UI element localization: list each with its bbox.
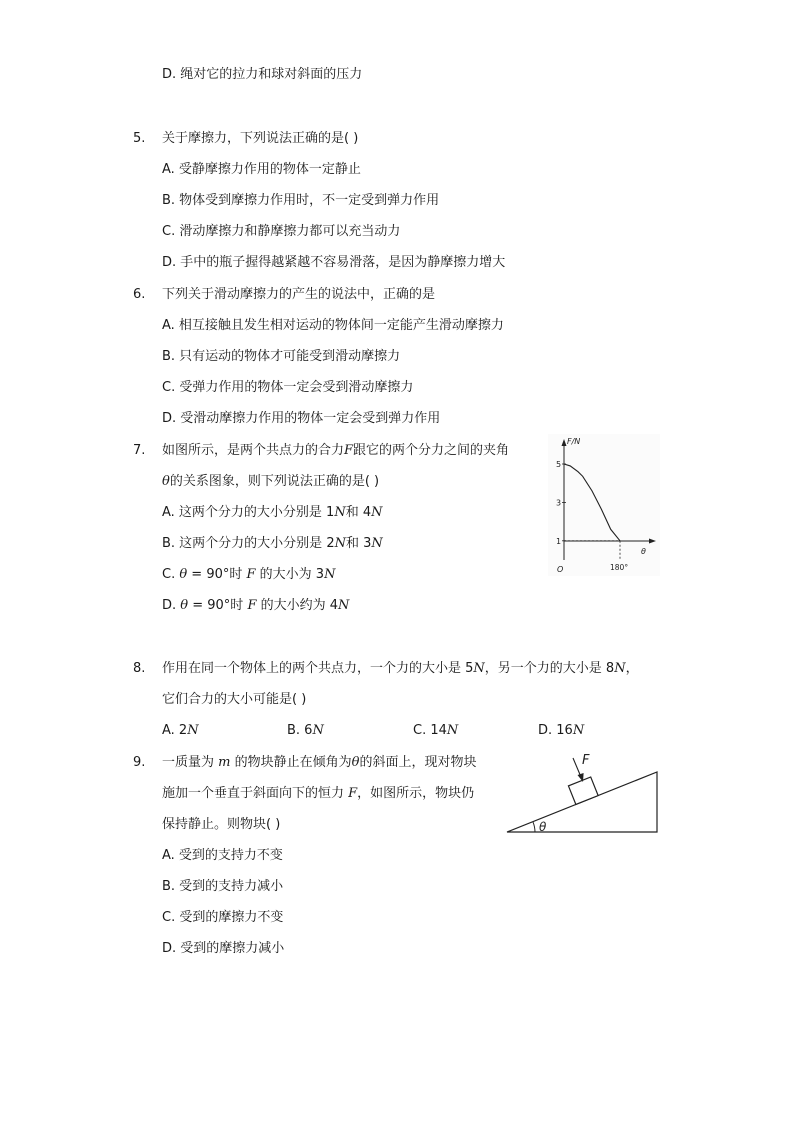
q7-y-tick-label-3: 3 bbox=[556, 498, 562, 508]
q9-angle-label: θ bbox=[539, 820, 547, 834]
q7-option-a: A. 这两个分力的大小分别是 1N和 4N bbox=[162, 505, 383, 520]
q9-stem-line1: 一质量为 m 的物块静止在倾角为θ的斜面上，现对物块 bbox=[162, 755, 477, 770]
q9-number: 9. bbox=[133, 755, 146, 770]
q7-x-tick-label-180: 180° bbox=[610, 563, 629, 572]
q7-force-angle-graph bbox=[548, 434, 660, 576]
q7-number: 7. bbox=[133, 443, 146, 458]
q7-y-tick-label-5: 5 bbox=[556, 460, 562, 469]
q8-option-c: C. 14N bbox=[413, 723, 459, 738]
q7-option-b: B. 这两个分力的大小分别是 2N和 3N bbox=[162, 536, 383, 551]
q7-y-tick-label-1: 1 bbox=[556, 536, 562, 546]
q7-stem-line1: 如图所示，是两个共点力的合力F跟它的两个分力之间的夹角 bbox=[162, 443, 510, 458]
q5-number: 5. bbox=[133, 131, 146, 146]
q9-angle-arc bbox=[533, 822, 535, 832]
q7-option-c: C. θ = 90°时 F 的大小为 3N bbox=[162, 567, 336, 582]
q7-y-axis-label: F/N bbox=[567, 437, 581, 446]
q8-option-d: D. 16N bbox=[538, 723, 585, 738]
q9-option-a: A. 受到的支持力不变 bbox=[162, 848, 283, 863]
q6-option-c: C. 受弹力作用的物体一定会受到滑动摩擦力 bbox=[162, 380, 414, 395]
q9-option-c: C. 受到的摩擦力不变 bbox=[162, 910, 284, 925]
q7-origin-label: O bbox=[557, 565, 564, 574]
q9-option-b: B. 受到的支持力减小 bbox=[162, 879, 284, 894]
q8-option-b: B. 6N bbox=[287, 723, 324, 738]
q8-stem-line1: 作用在同一个物体上的两个共点力，一个力的大小是 5N，另一个力的大小是 8N， bbox=[162, 661, 639, 676]
q6-number: 6. bbox=[133, 287, 146, 302]
q7-x-axis-label: θ bbox=[641, 547, 646, 556]
q9-block bbox=[568, 777, 598, 804]
q8-number: 8. bbox=[133, 661, 146, 676]
q9-stem-line2: 施加一个垂直于斜面向下的恒力 F，如图所示，物块仍 bbox=[162, 786, 475, 801]
q5-option-a: A. 受静摩擦力作用的物体一定静止 bbox=[162, 162, 361, 177]
q9-option-d: D. 受到的摩擦力减小 bbox=[162, 941, 285, 956]
q9-force-arrow-shaft bbox=[573, 758, 581, 777]
q7-option-d: D. θ = 90°时 F 的大小约为 4N bbox=[162, 598, 350, 613]
q6-stem: 下列关于滑动摩擦力的产生的说法中，正确的是 bbox=[162, 287, 436, 302]
q9-incline-diagram bbox=[503, 750, 663, 836]
q5-option-c: C. 滑动摩擦力和静摩擦力都可以充当动力 bbox=[162, 224, 401, 239]
q6-option-b: B. 只有运动的物体才可能受到滑动摩擦力 bbox=[162, 349, 401, 364]
q9-force-label: F bbox=[582, 753, 590, 768]
q5-stem: 关于摩擦力，下列说法正确的是( ) bbox=[162, 131, 359, 146]
q8-stem-line2: 它们合力的大小可能是( ) bbox=[162, 692, 307, 707]
q5-option-b: B. 物体受到摩擦力作用时，不一定受到弹力作用 bbox=[162, 193, 440, 208]
q9-stem-line3: 保持静止。则物块( ) bbox=[162, 817, 281, 832]
q5-option-d: D. 手中的瓶子握得越紧越不容易滑落，是因为静摩擦力增大 bbox=[162, 255, 506, 270]
q8-option-a: A. 2N bbox=[162, 723, 199, 738]
q6-option-d: D. 受滑动摩擦力作用的物体一定会受到弹力作用 bbox=[162, 411, 441, 426]
q7-stem-line2: θ的关系图象，则下列说法正确的是( ) bbox=[162, 474, 380, 489]
q4-option-d: D. 绳对它的拉力和球对斜面的压力 bbox=[162, 67, 363, 82]
q6-option-a: A. 相互接触且发生相对运动的物体间一定能产生滑动摩擦力 bbox=[162, 318, 504, 333]
